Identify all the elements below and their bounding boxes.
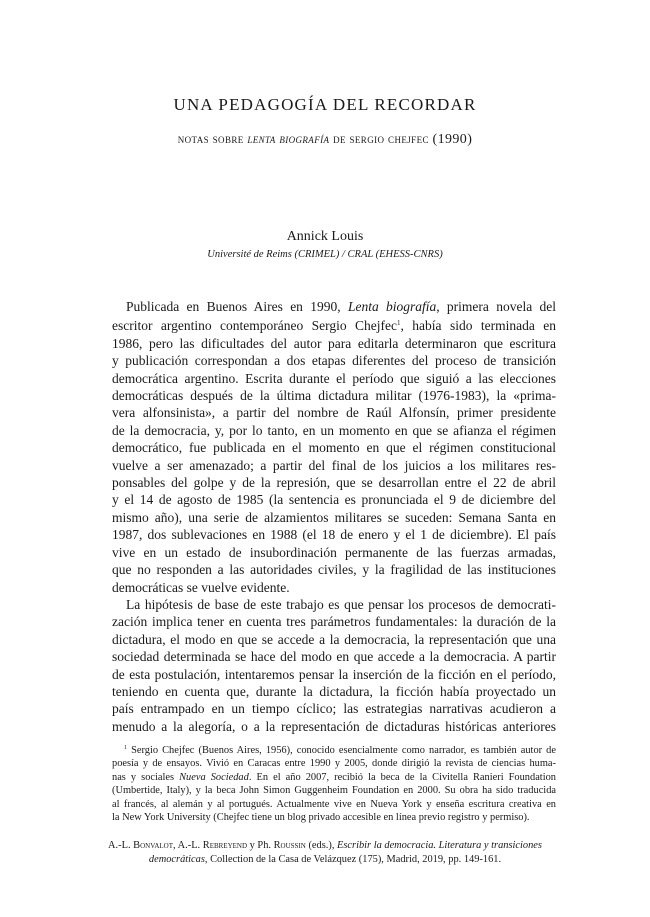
body-line: democráticas después de la última dictadura militar (1976-1983), la «prima- — [112, 388, 556, 404]
body-line: mismo año), una serie de alzamientos militares se suceden: Semana Santa en — [112, 509, 556, 525]
paragraph-2 — [112, 596, 556, 735]
body-line — [112, 298, 556, 315]
body-text-run: Publicada en Buenos Aires en 1990, — [126, 299, 341, 314]
body-line: menudo a la alegoría, o a la representación de dictaduras históricas anteriores — [112, 718, 556, 734]
footnote-line: poesía y de ensayos. Vivió en Caracas entre 1990 y 2005, donde dirigió la revista de ciencias huma- — [112, 758, 556, 770]
paragraph-1 — [112, 298, 556, 596]
body-text-run: , había sido terminada en — [400, 318, 556, 334]
book-title: Escribir la democracia. Literatura y transiciones — [337, 840, 542, 851]
footnote-line: (Umbertide, Italy), y la beca John Simon Guggenheim Foundation en 2000. Su obra ha sido traducida — [112, 785, 556, 797]
body-line: democrática argentino. Escrita durante el período que siguió a las elecciones — [112, 370, 556, 386]
citation-line-1 — [0, 839, 650, 853]
body-line: que no responden a las autoridades civiles, y la fragilidad de las instituciones — [112, 562, 556, 578]
subtitle-work-title: lenta biografía — [247, 131, 330, 146]
book-title: democráticas — [148, 854, 205, 865]
citation-author: Bonvalot — [133, 840, 174, 851]
author-name: Annick Louis — [286, 229, 364, 244]
body-text-run: , primera novela del — [436, 299, 556, 314]
footnote-line: al francés, al alemán y al portugués. Actualmente vive en Nueva York y enseña escritura creativa en — [112, 798, 556, 810]
body-text-run: escritor argentino contemporáneo Sergio Chejfec — [112, 318, 398, 334]
body-line: La hipótesis de base de este trabajo es que pensar los procesos de democrati- — [126, 596, 556, 612]
body-line — [112, 315, 556, 334]
subtitle-prefix: notas sobre — [177, 131, 244, 146]
footnote — [112, 742, 556, 824]
body-line: país entrampado en un tiempo cíclico; las estrategias narrativas acudieron a — [112, 701, 556, 717]
citation-author: Rebreyend — [202, 840, 248, 851]
citation-line-2 — [0, 853, 650, 867]
body-line: ponsables del golpe y de la represión, que se desarrollan entre el 22 de abril — [112, 475, 556, 491]
footnote-line — [112, 742, 556, 757]
citation-text-run: A.-L. — [108, 840, 131, 851]
citation-text-run: , A.-L. — [173, 840, 201, 851]
citation-text-run: (eds.), — [308, 840, 335, 851]
footnote-text-run: nas y sociales — [112, 771, 175, 783]
article-subtitle — [0, 131, 650, 148]
body-line: y el 14 de agosto de 1985 (la sentencia es pronunciada el 9 de diciembre del — [112, 492, 556, 508]
body-line: dictadura, el modo en que se accede a la democracia, la representación que una — [112, 631, 556, 647]
body-line: sociedad determinada se hace del modo en que accede a la democracia. A partir — [112, 649, 556, 665]
subtitle-middle: de sergio chejfec — [333, 131, 429, 146]
body-line: y publicación correspondan a dos etapas diferentes del proceso de transición — [112, 353, 556, 369]
body-line: teniendo en cuenta que, durante la dictadura, la ficción había proyectado un — [112, 683, 556, 699]
body-line: vuelve a ser amenazado; a partir del final de los juicios a los militares res- — [112, 457, 556, 473]
citation-author: Roussin — [273, 840, 306, 851]
citation-text-run: y Ph. — [249, 840, 272, 851]
body-line: 1987, dos sublevaciones en 1988 (el 18 de enero y el 1 de diciembre). El país — [112, 527, 556, 543]
body-line: democráticas se vuelve evidente. — [112, 579, 290, 595]
footnote-line: la New York University (Chejfec tiene un blog privado accesible en línea previo registro y permiso). — [112, 812, 530, 824]
footnote-marker[interactable]: 1 — [397, 319, 401, 328]
novel-title: Lenta biografía — [347, 299, 437, 314]
article-title: UNA PEDAGOGÍA DEL RECORDAR — [173, 95, 477, 114]
citation-text-run: , Collection de la Casa de Velázquez (175), Madrid, 2019, pp. 149-161. — [204, 854, 502, 865]
subtitle-year: (1990) — [432, 132, 473, 147]
body-line: de esta postulación, intentaremos pensar la inserción de la ficción en el período, — [112, 666, 556, 682]
footnote-number: 1 — [124, 745, 127, 751]
body-text — [112, 298, 556, 735]
author-affiliation: Université de Reims (CRIMEL) / CRAL (EHESS-CNRS) — [207, 249, 443, 260]
body-line: 1986, pero las dificultades del autor para editarla determinaron que escritura — [112, 335, 556, 351]
body-line: de la democracia, y, por lo tanto, en un momento en que se afianza el régimen — [112, 422, 556, 438]
body-line: vive en un estado de insubordinación permanente de las fuerzas armadas, — [112, 544, 556, 560]
footnote-line — [112, 771, 556, 784]
footnote-text-run: Sergio Chejfec (Buenos Aires, 1956), conocido esencialmente como narrador, es también autor de — [131, 745, 556, 756]
journal-title: Nueva Sociedad — [179, 771, 249, 783]
body-line: democrático, fue publicada en el momento en que el régimen constitucional — [112, 440, 556, 456]
citation — [0, 839, 650, 867]
body-line: vera alfonsinista», a partir del nombre de Raúl Alfonsín, primer presidente — [112, 405, 556, 421]
footnote-text-run: . En el año 2007, recibió la beca de la Civitella Ranieri Foundation — [248, 771, 556, 783]
body-line: zación implica tener en cuenta tres parámetros fundamentales: la duración de la — [112, 614, 556, 630]
